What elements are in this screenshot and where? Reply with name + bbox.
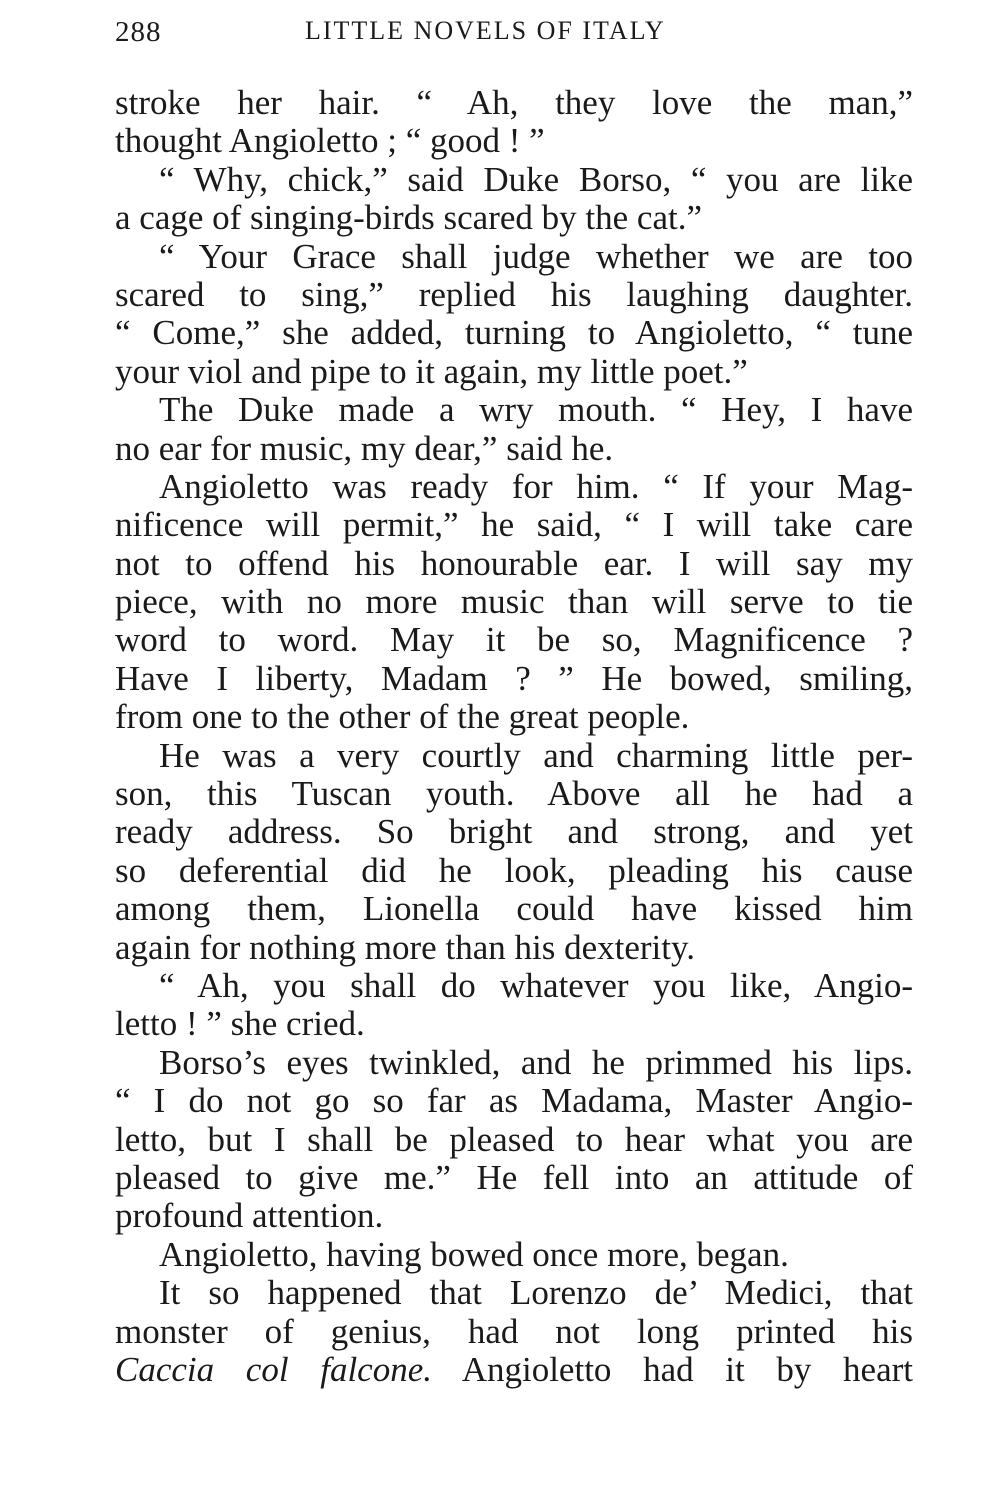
body-text xyxy=(115,84,913,1389)
text-line: “ I do not go so far as Madama, Master Angio- xyxy=(115,1081,913,1121)
book-title-italic: Caccia col falcone. xyxy=(115,1349,432,1389)
text-line: not to offend his honourable ear. I will say my xyxy=(115,543,913,583)
text-line: letto, but I shall be pleased to hear what you are xyxy=(115,1119,913,1159)
text-line: ready address. So bright and strong, and yet xyxy=(115,812,913,852)
page-number: 288 xyxy=(115,16,162,48)
running-title: LITTLE NOVELS OF ITALY xyxy=(305,16,666,45)
text-line: from one to the other of the great people. xyxy=(115,697,690,737)
text-line: your viol and pipe to it again, my little poet.” xyxy=(115,351,748,391)
text-line: piece, with no more music than will serve to tie xyxy=(115,582,913,622)
text-line: among them, Lionella could have kissed him xyxy=(115,889,913,929)
text-line: Angioletto, having bowed once more, began. xyxy=(159,1234,789,1274)
text-line: word to word. May it be so, Magnificence ? xyxy=(115,620,913,660)
text-line: “ Come,” she added, turning to Angioletto, “ tune xyxy=(115,313,913,353)
text-line: Angioletto was ready for him. “ If your Mag- xyxy=(159,466,913,506)
text-line: thought Angioletto ; “ good ! ” xyxy=(115,121,545,161)
text-line: “ Your Grace shall judge whether we are too xyxy=(159,236,913,276)
text-line: It so happened that Lorenzo de’ Medici, that xyxy=(159,1273,913,1313)
last-line-rest: Angioletto had it by heart xyxy=(431,1349,913,1389)
text-line: “ Ah, you shall do whatever you like, Angio- xyxy=(159,965,913,1005)
text-line: pleased to give me.” He fell into an attitude of xyxy=(115,1157,913,1197)
text-line: no ear for music, my dear,” said he. xyxy=(115,428,614,468)
text-line: nificence will permit,” he said, “ I will take care xyxy=(115,505,913,545)
text-line: so deferential did he look, pleading his cause xyxy=(115,850,913,890)
text-line: stroke her hair. “ Ah, they love the man,” xyxy=(115,83,913,122)
text-line: He was a very courtly and charming little per- xyxy=(159,735,913,775)
text-line: monster of genius, had not long printed his xyxy=(115,1311,913,1351)
page-header xyxy=(115,16,915,56)
text-line: a cage of singing-birds scared by the cat.” xyxy=(115,198,702,238)
text-line: letto ! ” she cried. xyxy=(115,1004,365,1044)
text-line: “ Why, chick,” said Duke Borso, “ you are like xyxy=(159,159,913,199)
text-line: The Duke made a wry mouth. “ Hey, I have xyxy=(159,390,913,430)
text-line: Have I liberty, Madam ? ” He bowed, smiling, xyxy=(115,658,913,698)
text-line: profound attention. xyxy=(115,1196,384,1236)
text-line: son, this Tuscan youth. Above all he had a xyxy=(115,774,913,814)
text-line-last xyxy=(115,1351,913,1389)
text-line: Borso’s eyes twinkled, and he primmed his lips. xyxy=(159,1042,913,1082)
text-line: scared to sing,” replied his laughing daughter. xyxy=(115,274,913,314)
text-line: again for nothing more than his dexterity. xyxy=(115,927,695,967)
